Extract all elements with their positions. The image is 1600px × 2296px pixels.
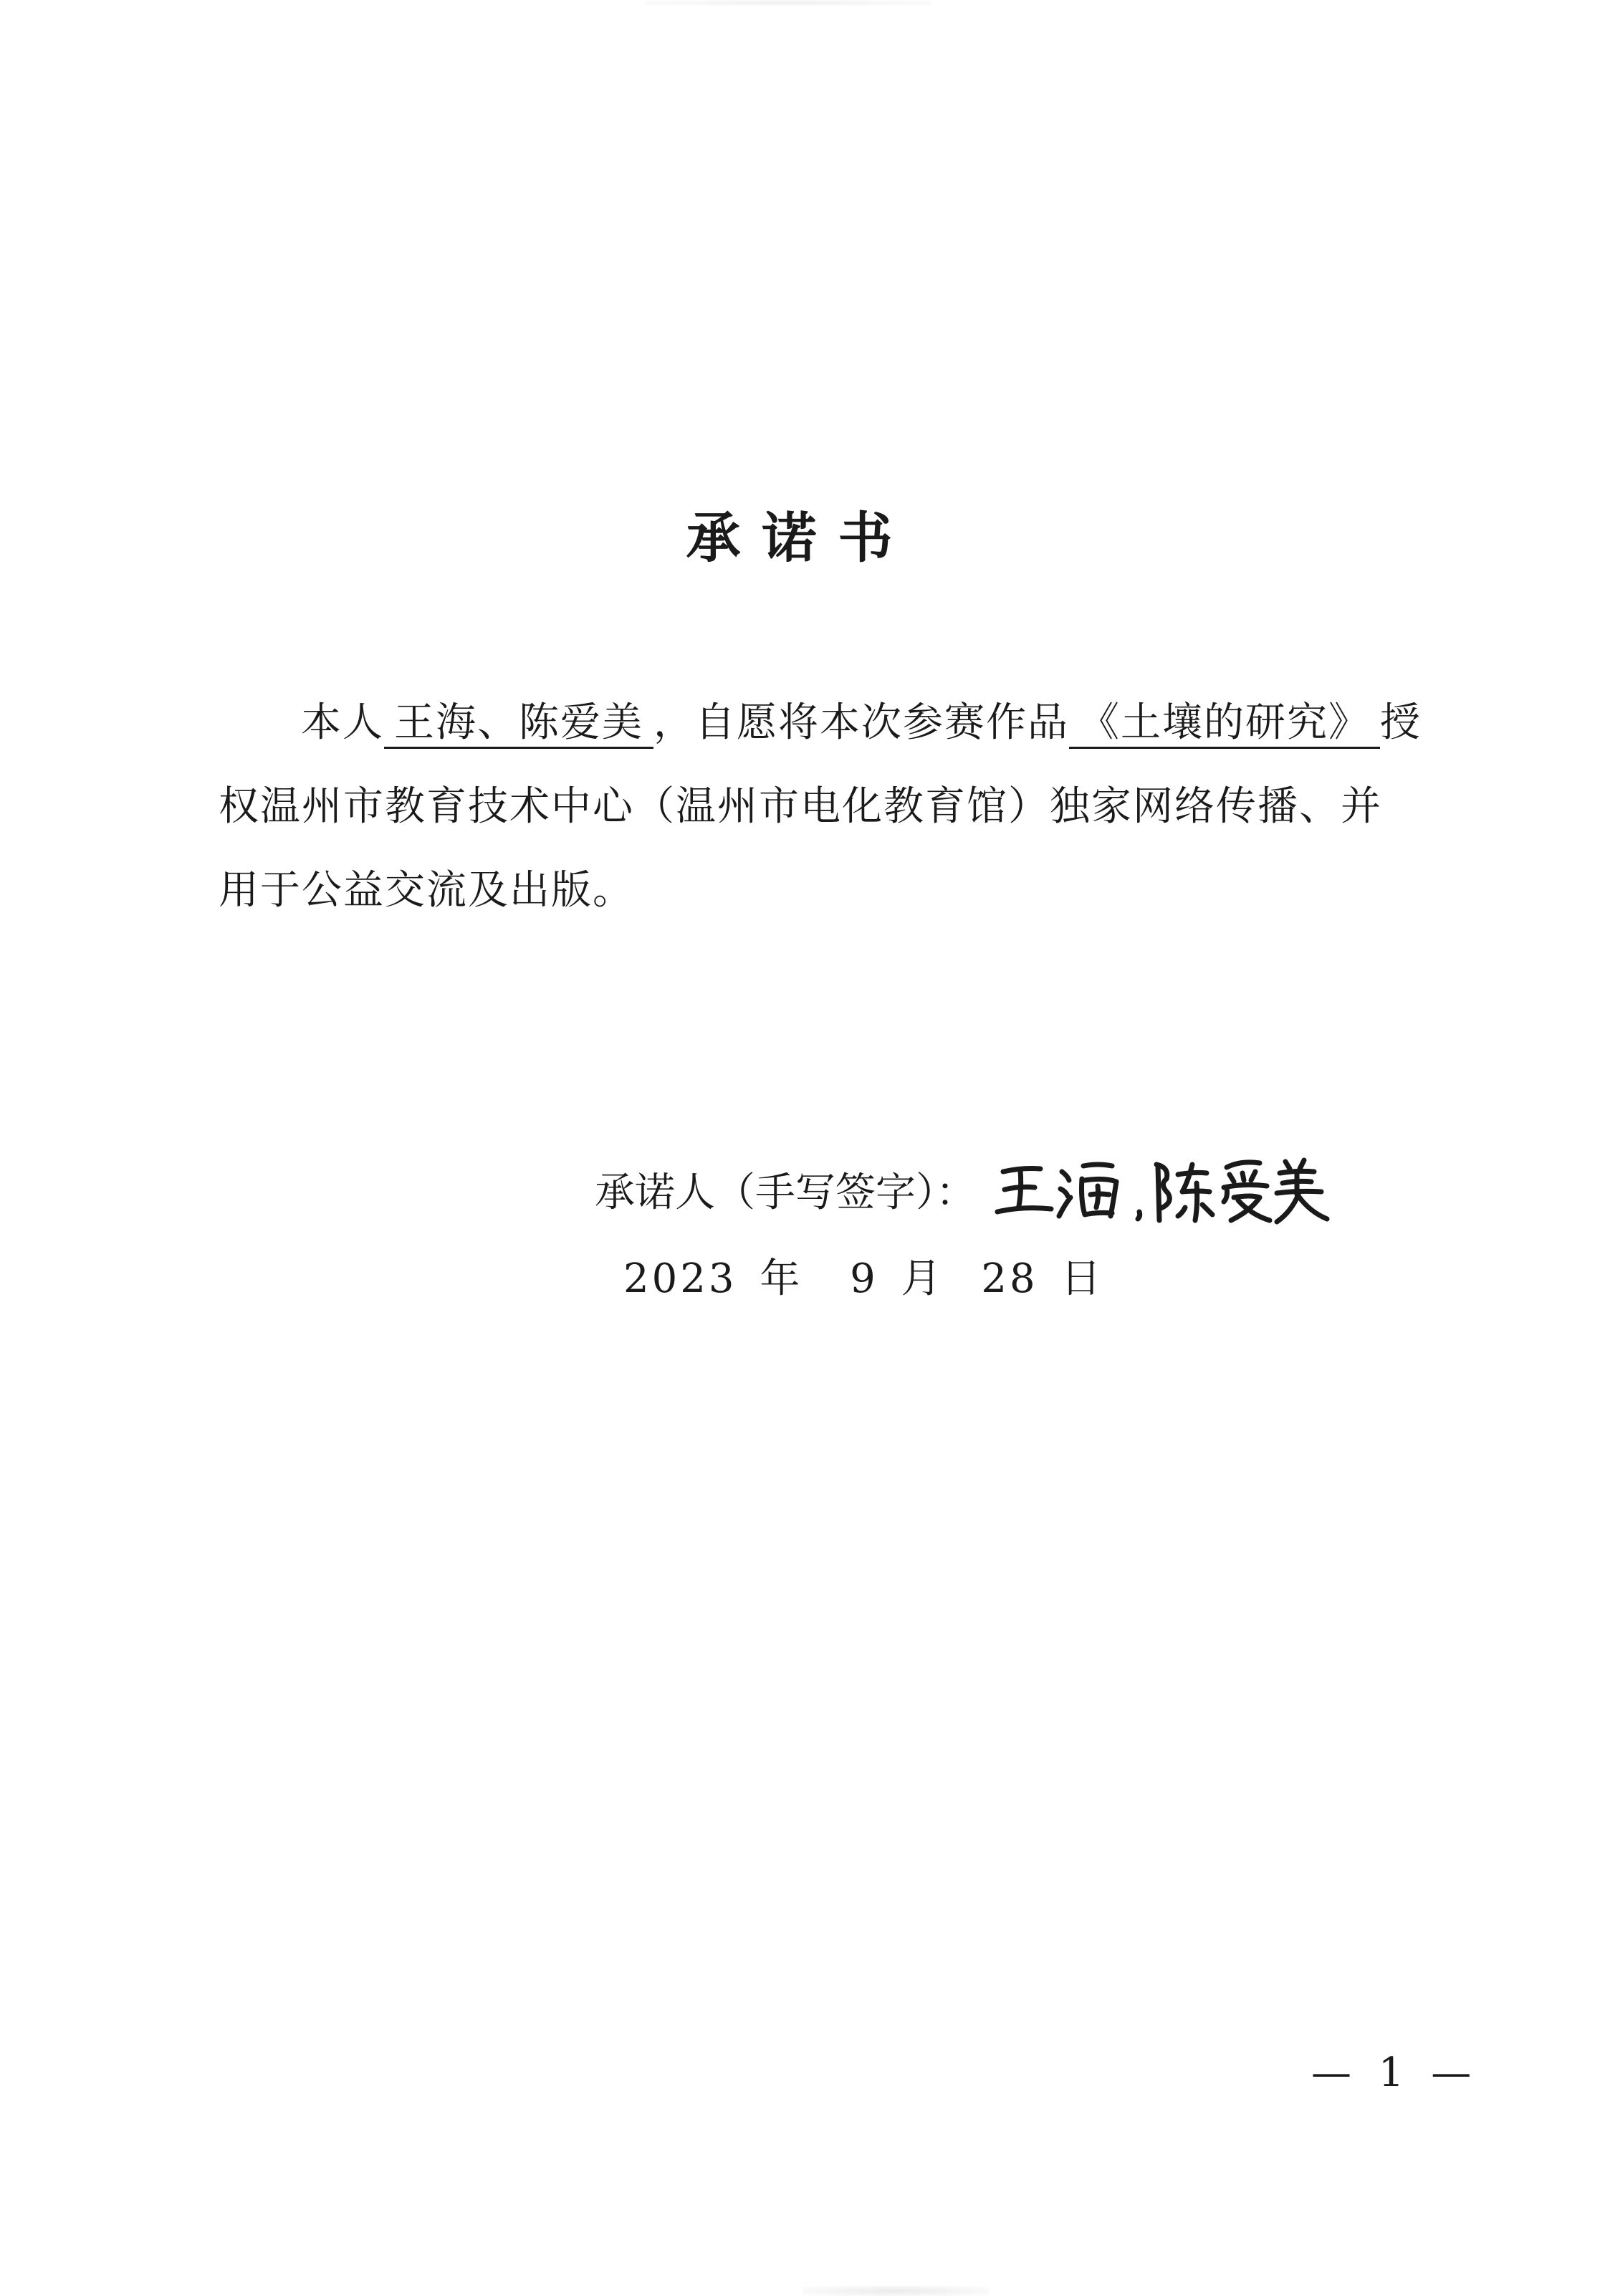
authors-field: 王海、陈爱美 bbox=[384, 699, 653, 749]
handwritten-signature bbox=[990, 1150, 1334, 1229]
page-number: — 1 — bbox=[1311, 2049, 1479, 2096]
scan-shadow-bottom bbox=[803, 2286, 989, 2296]
commitment-paragraph bbox=[219, 681, 1437, 932]
signature-row bbox=[595, 1150, 1334, 1229]
paragraph-suffix: 授 bbox=[1380, 699, 1422, 746]
signature-label: 承诺人（手写签字）： bbox=[595, 1169, 976, 1216]
paragraph-line-3: 用于公益交流及出版。 bbox=[219, 867, 634, 914]
paragraph-line-1 bbox=[219, 681, 1437, 765]
date-year-unit: 年 bbox=[760, 1255, 803, 1302]
date-month-unit: 月 bbox=[901, 1255, 944, 1302]
date-day: 28 bbox=[981, 1255, 1038, 1302]
date-year: 2023 bbox=[623, 1255, 737, 1302]
date-row bbox=[623, 1247, 1103, 1304]
work-title-field: 《土壤的研究》 bbox=[1069, 699, 1380, 749]
date-month: 9 bbox=[850, 1255, 878, 1302]
signature-image bbox=[990, 1150, 1334, 1229]
paragraph-middle: ，自愿将本次参赛作品 bbox=[653, 699, 1069, 746]
scan-shadow-top bbox=[645, 0, 931, 6]
document-title: 承诺书 bbox=[686, 506, 914, 570]
date-day-unit: 日 bbox=[1060, 1255, 1104, 1302]
paragraph-prefix: 本人 bbox=[301, 699, 384, 746]
paragraph-line-2: 权温州市教育技术中心（温州市电化教育馆）独家网络传播、并 bbox=[219, 783, 1382, 830]
